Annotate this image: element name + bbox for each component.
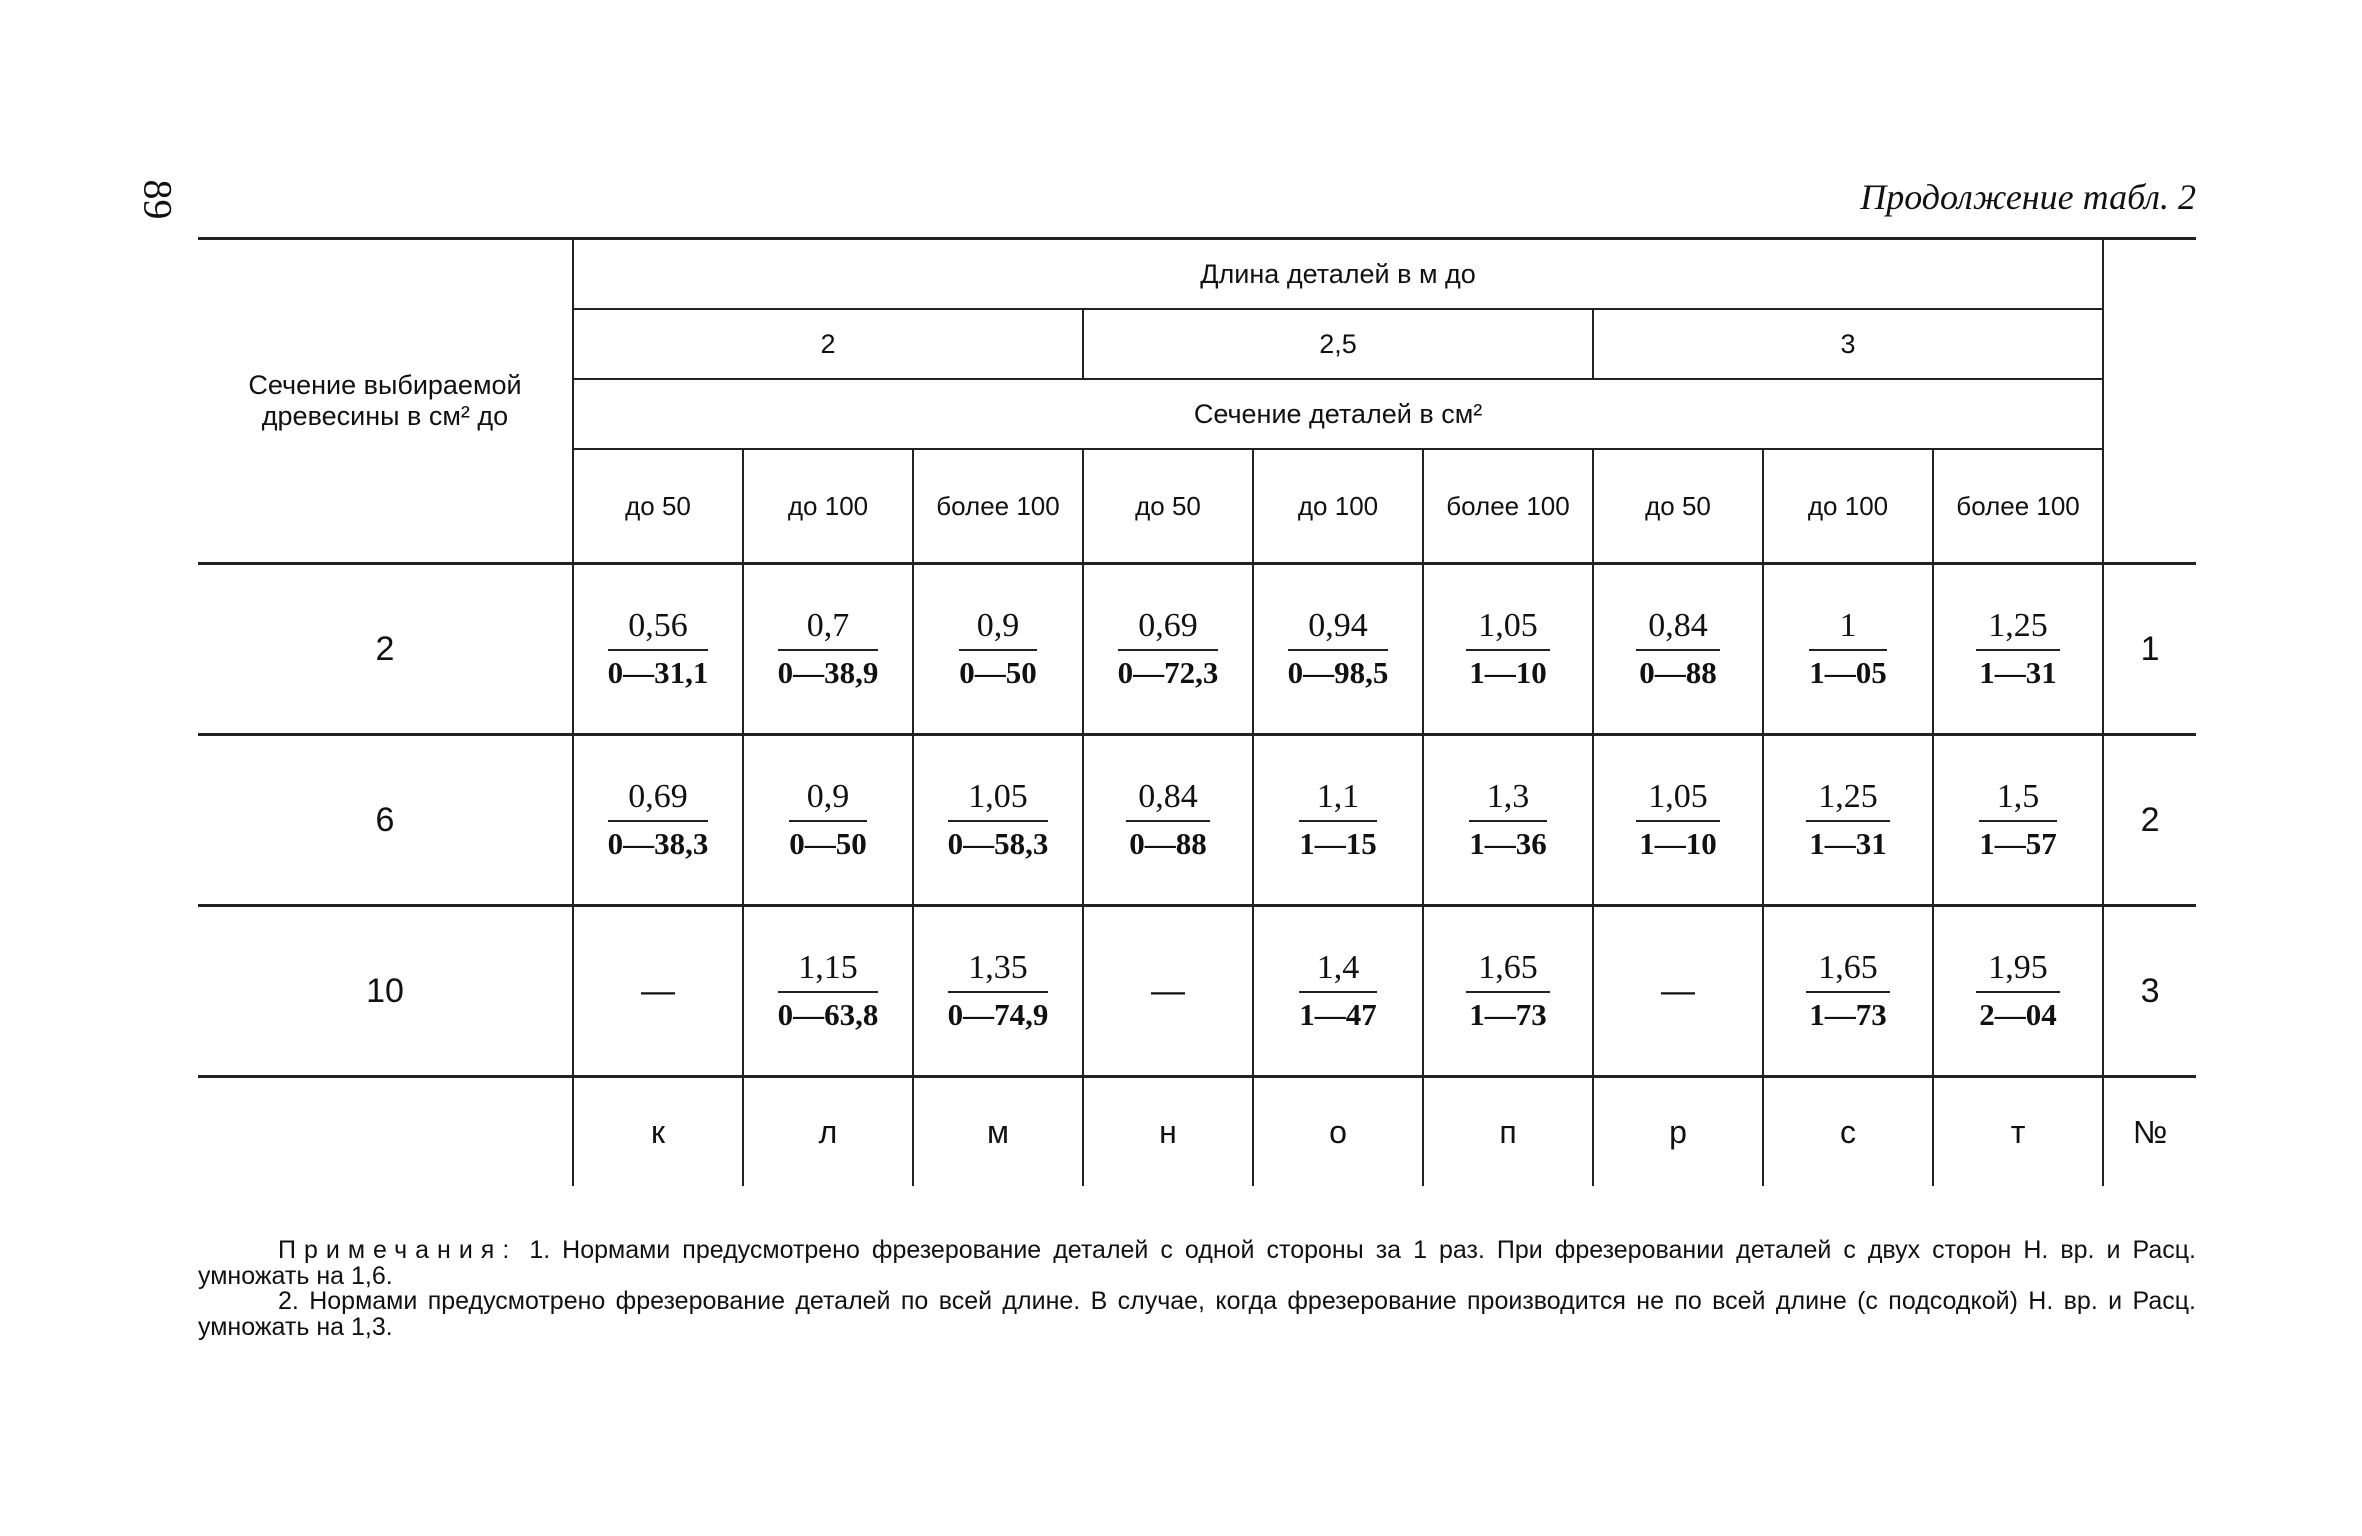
page-number: 89: [135, 179, 181, 220]
row-label: 10: [198, 906, 573, 1077]
time-norm: 1: [1809, 607, 1887, 651]
rate-value: 1—31: [1979, 655, 2057, 690]
table-cell: [1423, 735, 1593, 906]
rate-value: 0—63,8: [777, 997, 879, 1032]
time-norm: 1,3: [1469, 778, 1547, 822]
row-number: 2: [2103, 735, 2196, 906]
fraction: [1979, 778, 2057, 862]
rate-value: 0—31,1: [607, 655, 709, 690]
table-cell: [1083, 906, 1253, 1077]
letters-row-blank: [198, 1077, 573, 1187]
col-header: до 50: [1593, 449, 1763, 564]
time-norm: 0,69: [1118, 607, 1219, 651]
rate-value: 1—15: [1299, 826, 1377, 861]
time-norm: 1,25: [1806, 778, 1890, 822]
rate-value: 0—88: [1129, 826, 1207, 861]
time-norm: 1,05: [948, 778, 1049, 822]
table-cell: [1933, 906, 2103, 1077]
fraction: [1636, 607, 1720, 691]
row-number: 1: [2103, 564, 2196, 735]
notes: [198, 1238, 2196, 1340]
fraction: [1466, 607, 1550, 691]
column-letter: т: [1933, 1077, 2103, 1187]
table-cell: [913, 906, 1083, 1077]
length-2: 2: [573, 309, 1083, 379]
table-cell: [743, 735, 913, 906]
fraction: [1126, 778, 1210, 862]
fraction: [1288, 607, 1389, 691]
table-cell: [573, 906, 743, 1077]
table-cell: [1593, 906, 1763, 1077]
table-cell: [1083, 564, 1253, 735]
rate-value: 0—88: [1639, 655, 1717, 690]
note-2: 2. Нормами предусмотрено фрезерование деталей по всей длине. В случае, когда фрезерование производится не по всей длине (с подсодкой) Н. вр. и Расц. умножать на 1,3.: [198, 1287, 2196, 1341]
fraction: [1118, 607, 1219, 691]
fraction: [608, 607, 709, 691]
fraction: [778, 607, 879, 691]
time-norm: 0,9: [959, 607, 1037, 651]
table-cell: [1253, 564, 1423, 735]
rate-value: 0—58,3: [947, 826, 1049, 861]
length-3: 3: [1593, 309, 2103, 379]
table-cell: [1933, 735, 2103, 906]
time-norm: 1,5: [1979, 778, 2057, 822]
table-row: [198, 906, 2196, 1077]
fraction: [778, 949, 879, 1033]
time-norm: 1,05: [1466, 607, 1550, 651]
num-header: №: [2103, 1077, 2196, 1187]
rate-value: 1—05: [1809, 655, 1887, 690]
empty-dash: —: [1151, 971, 1185, 1010]
table-cell: [573, 564, 743, 735]
time-norm: 0,56: [608, 607, 709, 651]
table-cell: [1423, 906, 1593, 1077]
fraction: [1806, 949, 1890, 1033]
row-label: 2: [198, 564, 573, 735]
time-norm: 1,65: [1466, 949, 1550, 993]
fraction: [959, 607, 1037, 691]
table-cell: [1253, 906, 1423, 1077]
table-cell: [913, 735, 1083, 906]
column-letter: н: [1083, 1077, 1253, 1187]
rate-value: 1—73: [1469, 997, 1547, 1032]
fraction: [1299, 949, 1377, 1033]
table-cell: [1253, 735, 1423, 906]
table-cell: [1933, 564, 2103, 735]
row-header: Сечение выбираемой древесины в см² до: [198, 239, 573, 564]
column-letter: л: [743, 1077, 913, 1187]
table-cell: [743, 564, 913, 735]
column-letter: с: [1763, 1077, 1933, 1187]
rate-value: 1—57: [1979, 826, 2057, 861]
table-row: [198, 564, 2196, 735]
table-cell: [913, 564, 1083, 735]
num-header-spacer: [2103, 239, 2196, 564]
rate-value: 1—36: [1469, 826, 1547, 861]
rate-value: 0—50: [959, 655, 1037, 690]
empty-dash: —: [641, 971, 675, 1010]
notes-lead: Примечания:: [278, 1236, 518, 1264]
row-label: 6: [198, 735, 573, 906]
rate-value: 0—74,9: [947, 997, 1049, 1032]
table-cell: [1763, 735, 1933, 906]
table-cell: [1763, 564, 1933, 735]
fraction: [1636, 778, 1720, 862]
col-header: до 50: [573, 449, 743, 564]
time-norm: 1,25: [1976, 607, 2060, 651]
fraction: [1809, 607, 1887, 691]
rate-value: 2—04: [1979, 997, 2057, 1032]
col-header: до 50: [1083, 449, 1253, 564]
table-cell: [1083, 735, 1253, 906]
rate-value: 1—31: [1809, 826, 1887, 861]
rate-value: 0—38,9: [777, 655, 879, 690]
fraction: [1976, 949, 2060, 1033]
letters-row: [198, 1077, 2196, 1187]
rate-value: 1—10: [1469, 655, 1547, 690]
fraction: [948, 949, 1049, 1033]
fraction: [789, 778, 867, 862]
rate-value: 1—73: [1809, 997, 1887, 1032]
note-1-text: 1. Нормами предусмотрено фрезерование деталей с одной стороны за 1 раз. При фрезеровании деталей с двух сторон Н. вр. и Расц. умножать на 1,6.: [198, 1236, 2196, 1290]
length-2-5: 2,5: [1083, 309, 1593, 379]
length-header: Длина деталей в м до: [573, 239, 2103, 310]
fraction: [1299, 778, 1377, 862]
note-1: [198, 1238, 2196, 1289]
time-norm: 0,9: [789, 778, 867, 822]
time-norm: 1,05: [1636, 778, 1720, 822]
time-norm: 1,95: [1976, 949, 2060, 993]
col-header: более 100: [913, 449, 1083, 564]
time-norm: 1,1: [1299, 778, 1377, 822]
table-cell: [743, 906, 913, 1077]
time-norm: 0,84: [1636, 607, 1720, 651]
column-letter: м: [913, 1077, 1083, 1187]
section-header: Сечение деталей в см²: [573, 379, 2103, 449]
table-cell: [1423, 564, 1593, 735]
time-norm: 0,84: [1126, 778, 1210, 822]
time-norm: 0,7: [778, 607, 879, 651]
fraction: [1466, 949, 1550, 1033]
time-norm: 1,15: [778, 949, 879, 993]
fraction: [1469, 778, 1547, 862]
column-letter: к: [573, 1077, 743, 1187]
time-norm: 0,94: [1288, 607, 1389, 651]
rate-value: 0—72,3: [1117, 655, 1219, 690]
table-row: [198, 735, 2196, 906]
time-norm: 1,35: [948, 949, 1049, 993]
rate-value: 0—98,5: [1287, 655, 1389, 690]
col-header: до 100: [743, 449, 913, 564]
col-header: до 100: [1763, 449, 1933, 564]
time-norm: 0,69: [608, 778, 709, 822]
fraction: [1976, 607, 2060, 691]
rate-value: 1—10: [1639, 826, 1717, 861]
rate-value: 1—47: [1299, 997, 1377, 1032]
col-header: более 100: [1933, 449, 2103, 564]
norms-table: [198, 237, 2196, 1186]
table-cell: [573, 735, 743, 906]
table-cell: [1593, 735, 1763, 906]
column-letter: о: [1253, 1077, 1423, 1187]
column-letter: р: [1593, 1077, 1763, 1187]
time-norm: 1,4: [1299, 949, 1377, 993]
table-cell: [1763, 906, 1933, 1077]
column-letter: п: [1423, 1077, 1593, 1187]
table-continuation-caption: Продолжение табл. 2: [1860, 177, 2196, 217]
fraction: [948, 778, 1049, 862]
fraction: [1806, 778, 1890, 862]
col-header: более 100: [1423, 449, 1593, 564]
row-number: 3: [2103, 906, 2196, 1077]
table-cell: [1593, 564, 1763, 735]
rate-value: 0—50: [789, 826, 867, 861]
data-rows: [198, 564, 2196, 1077]
col-header: до 100: [1253, 449, 1423, 564]
fraction: [608, 778, 709, 862]
empty-dash: —: [1661, 971, 1695, 1010]
time-norm: 1,65: [1806, 949, 1890, 993]
rate-value: 0—38,3: [607, 826, 709, 861]
